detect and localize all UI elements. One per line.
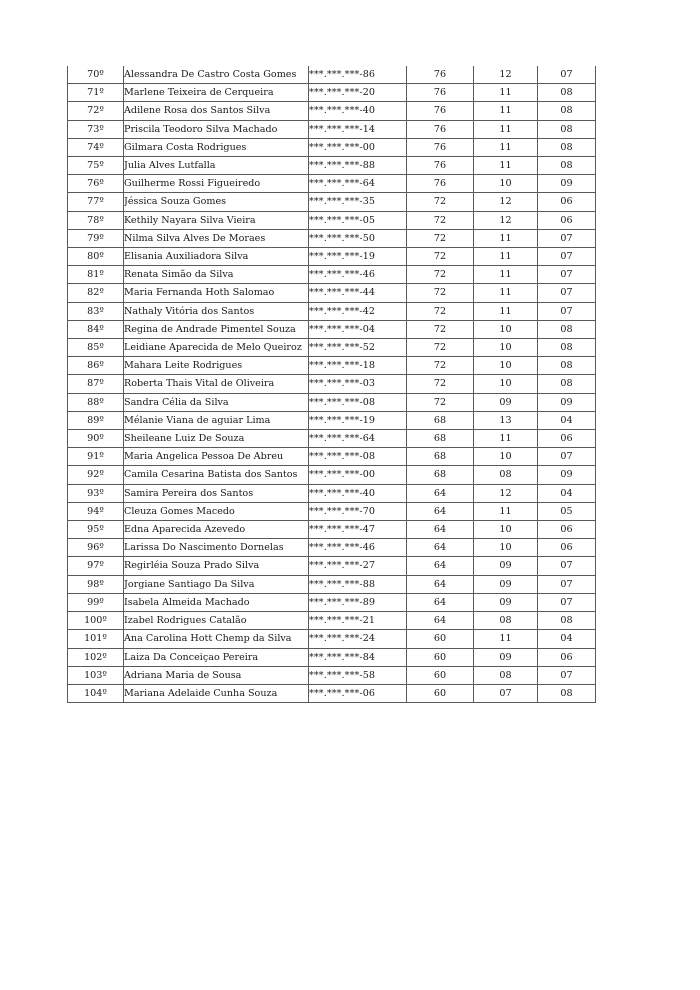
count-cell-b: 07 — [538, 284, 596, 302]
table-row — [68, 320, 596, 338]
rank-position-cell: 81º — [68, 266, 124, 284]
rank-position-cell: 100º — [68, 612, 124, 630]
count-cell-b: 07 — [538, 248, 596, 266]
score-cell: 72 — [407, 339, 474, 357]
masked-cpf-cell: ***.***.***-03 — [309, 375, 407, 393]
masked-cpf-cell: ***.***.***-35 — [309, 193, 407, 211]
score-cell: 64 — [407, 502, 474, 520]
count-cell-a: 10 — [474, 521, 538, 539]
rank-position-cell: 94º — [68, 502, 124, 520]
masked-cpf-cell: ***.***.***-47 — [309, 521, 407, 539]
score-cell: 64 — [407, 521, 474, 539]
count-cell-b: 07 — [538, 229, 596, 247]
table-row — [68, 557, 596, 575]
masked-cpf-cell: ***.***.***-27 — [309, 557, 407, 575]
table-row — [68, 211, 596, 229]
rank-position-cell: 74º — [68, 138, 124, 156]
masked-cpf-cell: ***.***.***-46 — [309, 266, 407, 284]
count-cell-b: 08 — [538, 612, 596, 630]
masked-cpf-cell: ***.***.***-70 — [309, 502, 407, 520]
count-cell-b: 07 — [538, 593, 596, 611]
masked-cpf-cell: ***.***.***-24 — [309, 630, 407, 648]
score-cell: 68 — [407, 411, 474, 429]
table-row — [68, 521, 596, 539]
rank-position-cell: 92º — [68, 466, 124, 484]
candidate-name-cell: Cleuza Gomes Macedo — [124, 502, 309, 520]
count-cell-b: 08 — [538, 120, 596, 138]
score-cell: 72 — [407, 211, 474, 229]
score-cell: 64 — [407, 539, 474, 557]
score-cell: 64 — [407, 575, 474, 593]
candidate-name-cell: Jéssica Souza Gomes — [124, 193, 309, 211]
masked-cpf-cell: ***.***.***-08 — [309, 393, 407, 411]
count-cell-b: 08 — [538, 375, 596, 393]
masked-cpf-cell: ***.***.***-64 — [309, 430, 407, 448]
table-row — [68, 484, 596, 502]
count-cell-a: 09 — [474, 557, 538, 575]
score-cell: 72 — [407, 375, 474, 393]
rank-position-cell: 89º — [68, 411, 124, 429]
rank-position-cell: 93º — [68, 484, 124, 502]
table-row — [68, 84, 596, 102]
count-cell-b: 07 — [538, 666, 596, 684]
table-row — [68, 302, 596, 320]
candidate-name-cell: Nathaly Vitória dos Santos — [124, 302, 309, 320]
count-cell-a: 11 — [474, 229, 538, 247]
count-cell-b: 07 — [538, 575, 596, 593]
score-cell: 72 — [407, 266, 474, 284]
masked-cpf-cell: ***.***.***-88 — [309, 157, 407, 175]
rank-position-cell: 70º — [68, 66, 124, 84]
count-cell-a: 08 — [474, 666, 538, 684]
rank-position-cell: 101º — [68, 630, 124, 648]
table-row — [68, 648, 596, 666]
count-cell-b: 04 — [538, 484, 596, 502]
count-cell-b: 06 — [538, 430, 596, 448]
score-cell: 60 — [407, 630, 474, 648]
table-row — [68, 248, 596, 266]
ranking-table — [67, 66, 596, 703]
rank-position-cell: 86º — [68, 357, 124, 375]
masked-cpf-cell: ***.***.***-40 — [309, 484, 407, 502]
rank-position-cell: 72º — [68, 102, 124, 120]
rank-position-cell: 71º — [68, 84, 124, 102]
rank-position-cell: 77º — [68, 193, 124, 211]
masked-cpf-cell: ***.***.***-14 — [309, 120, 407, 138]
count-cell-b: 04 — [538, 411, 596, 429]
table-row — [68, 157, 596, 175]
table-row — [68, 138, 596, 156]
candidate-name-cell: Isabela Almeida Machado — [124, 593, 309, 611]
table-row — [68, 175, 596, 193]
count-cell-b: 07 — [538, 302, 596, 320]
count-cell-a: 09 — [474, 393, 538, 411]
count-cell-a: 10 — [474, 339, 538, 357]
count-cell-b: 08 — [538, 157, 596, 175]
count-cell-b: 08 — [538, 357, 596, 375]
rank-position-cell: 103º — [68, 666, 124, 684]
count-cell-a: 13 — [474, 411, 538, 429]
candidate-name-cell: Jorgiane Santiago Da Silva — [124, 575, 309, 593]
table-row — [68, 393, 596, 411]
masked-cpf-cell: ***.***.***-84 — [309, 648, 407, 666]
count-cell-b: 05 — [538, 502, 596, 520]
table-row — [68, 448, 596, 466]
score-cell: 64 — [407, 557, 474, 575]
candidate-name-cell: Maria Angelica Pessoa De Abreu — [124, 448, 309, 466]
table-row — [68, 575, 596, 593]
count-cell-a: 12 — [474, 193, 538, 211]
rank-position-cell: 79º — [68, 229, 124, 247]
table-row — [68, 102, 596, 120]
candidate-name-cell: Guilherme Rossi Figueiredo — [124, 175, 309, 193]
rank-position-cell: 83º — [68, 302, 124, 320]
count-cell-a: 11 — [474, 120, 538, 138]
count-cell-b: 08 — [538, 102, 596, 120]
candidate-name-cell: Marlene Teixeira de Cerqueira — [124, 84, 309, 102]
masked-cpf-cell: ***.***.***-08 — [309, 448, 407, 466]
count-cell-b: 08 — [538, 84, 596, 102]
score-cell: 72 — [407, 302, 474, 320]
count-cell-a: 11 — [474, 248, 538, 266]
count-cell-a: 10 — [474, 539, 538, 557]
rank-position-cell: 95º — [68, 521, 124, 539]
masked-cpf-cell: ***.***.***-00 — [309, 466, 407, 484]
masked-cpf-cell: ***.***.***-88 — [309, 575, 407, 593]
score-cell: 60 — [407, 666, 474, 684]
masked-cpf-cell: ***.***.***-19 — [309, 248, 407, 266]
score-cell: 72 — [407, 229, 474, 247]
score-cell: 68 — [407, 448, 474, 466]
candidate-name-cell: Priscila Teodoro Silva Machado — [124, 120, 309, 138]
count-cell-b: 07 — [538, 66, 596, 84]
score-cell: 76 — [407, 120, 474, 138]
rank-position-cell: 97º — [68, 557, 124, 575]
rank-position-cell: 80º — [68, 248, 124, 266]
masked-cpf-cell: ***.***.***-86 — [309, 66, 407, 84]
rank-position-cell: 73º — [68, 120, 124, 138]
score-cell: 76 — [407, 66, 474, 84]
count-cell-a: 11 — [474, 302, 538, 320]
masked-cpf-cell: ***.***.***-46 — [309, 539, 407, 557]
count-cell-a: 11 — [474, 630, 538, 648]
ranking-table-body — [68, 66, 596, 703]
table-row — [68, 430, 596, 448]
count-cell-a: 10 — [474, 448, 538, 466]
masked-cpf-cell: ***.***.***-52 — [309, 339, 407, 357]
score-cell: 64 — [407, 484, 474, 502]
count-cell-a: 08 — [474, 612, 538, 630]
count-cell-a: 12 — [474, 484, 538, 502]
count-cell-b: 09 — [538, 466, 596, 484]
rank-position-cell: 82º — [68, 284, 124, 302]
masked-cpf-cell: ***.***.***-40 — [309, 102, 407, 120]
candidate-name-cell: Izabel Rodrigues Catalão — [124, 612, 309, 630]
candidate-name-cell: Kethily Nayara Silva Vieira — [124, 211, 309, 229]
score-cell: 64 — [407, 612, 474, 630]
masked-cpf-cell: ***.***.***-44 — [309, 284, 407, 302]
rank-position-cell: 85º — [68, 339, 124, 357]
table-row — [68, 266, 596, 284]
masked-cpf-cell: ***.***.***-04 — [309, 320, 407, 338]
candidate-name-cell: Ana Carolina Hott Chemp da Silva — [124, 630, 309, 648]
candidate-name-cell: Adriana Maria de Sousa — [124, 666, 309, 684]
count-cell-b: 07 — [538, 557, 596, 575]
score-cell: 72 — [407, 284, 474, 302]
score-cell: 68 — [407, 466, 474, 484]
rank-position-cell: 90º — [68, 430, 124, 448]
count-cell-b: 08 — [538, 138, 596, 156]
rank-position-cell: 78º — [68, 211, 124, 229]
count-cell-a: 10 — [474, 320, 538, 338]
candidate-name-cell: Renata Simão da Silva — [124, 266, 309, 284]
table-row — [68, 229, 596, 247]
masked-cpf-cell: ***.***.***-89 — [309, 593, 407, 611]
table-row — [68, 502, 596, 520]
candidate-name-cell: Nilma Silva Alves De Moraes — [124, 229, 309, 247]
candidate-name-cell: Edna Aparecida Azevedo — [124, 521, 309, 539]
candidate-name-cell: Laiza Da Conceiçao Pereira — [124, 648, 309, 666]
candidate-name-cell: Camila Cesarina Batista dos Santos — [124, 466, 309, 484]
count-cell-a: 07 — [474, 684, 538, 702]
masked-cpf-cell: ***.***.***-64 — [309, 175, 407, 193]
score-cell: 72 — [407, 193, 474, 211]
score-cell: 76 — [407, 157, 474, 175]
count-cell-a: 09 — [474, 648, 538, 666]
count-cell-a: 10 — [474, 357, 538, 375]
score-cell: 68 — [407, 430, 474, 448]
table-row — [68, 120, 596, 138]
table-row — [68, 666, 596, 684]
masked-cpf-cell: ***.***.***-00 — [309, 138, 407, 156]
masked-cpf-cell: ***.***.***-50 — [309, 229, 407, 247]
count-cell-b: 06 — [538, 211, 596, 229]
score-cell: 72 — [407, 320, 474, 338]
score-cell: 60 — [407, 648, 474, 666]
candidate-name-cell: Sandra Célia da Silva — [124, 393, 309, 411]
count-cell-a: 11 — [474, 84, 538, 102]
count-cell-a: 11 — [474, 266, 538, 284]
rank-position-cell: 96º — [68, 539, 124, 557]
count-cell-b: 07 — [538, 266, 596, 284]
candidate-name-cell: Leidiane Aparecida de Melo Queiroz — [124, 339, 309, 357]
score-cell: 76 — [407, 102, 474, 120]
table-row — [68, 357, 596, 375]
count-cell-a: 11 — [474, 138, 538, 156]
table-row — [68, 630, 596, 648]
count-cell-b: 09 — [538, 393, 596, 411]
table-row — [68, 375, 596, 393]
masked-cpf-cell: ***.***.***-05 — [309, 211, 407, 229]
rank-position-cell: 76º — [68, 175, 124, 193]
candidate-name-cell: Mariana Adelaide Cunha Souza — [124, 684, 309, 702]
table-row — [68, 193, 596, 211]
count-cell-a: 11 — [474, 502, 538, 520]
rank-position-cell: 91º — [68, 448, 124, 466]
candidate-name-cell: Gilmara Costa Rodrigues — [124, 138, 309, 156]
rank-position-cell: 98º — [68, 575, 124, 593]
masked-cpf-cell: ***.***.***-21 — [309, 612, 407, 630]
rank-position-cell: 102º — [68, 648, 124, 666]
score-cell: 72 — [407, 248, 474, 266]
candidate-name-cell: Julia Alves Lutfalla — [124, 157, 309, 175]
table-row — [68, 339, 596, 357]
candidate-name-cell: Mélanie Viana de aguiar Lima — [124, 411, 309, 429]
count-cell-b: 06 — [538, 193, 596, 211]
count-cell-a: 11 — [474, 157, 538, 175]
table-row — [68, 66, 596, 84]
masked-cpf-cell: ***.***.***-18 — [309, 357, 407, 375]
rank-position-cell: 84º — [68, 320, 124, 338]
table-row — [68, 612, 596, 630]
candidate-name-cell: Elisania Auxiliadora Silva — [124, 248, 309, 266]
count-cell-a: 12 — [474, 211, 538, 229]
score-cell: 76 — [407, 175, 474, 193]
candidate-name-cell: Roberta Thais Vital de Oliveira — [124, 375, 309, 393]
table-row — [68, 539, 596, 557]
masked-cpf-cell: ***.***.***-06 — [309, 684, 407, 702]
count-cell-a: 10 — [474, 175, 538, 193]
candidate-name-cell: Sheileane Luiz De Souza — [124, 430, 309, 448]
count-cell-a: 10 — [474, 375, 538, 393]
score-cell: 64 — [407, 593, 474, 611]
count-cell-a: 11 — [474, 430, 538, 448]
count-cell-a: 11 — [474, 102, 538, 120]
count-cell-b: 08 — [538, 320, 596, 338]
table-row — [68, 684, 596, 702]
score-cell: 72 — [407, 393, 474, 411]
candidate-name-cell: Samira Pereira dos Santos — [124, 484, 309, 502]
rank-position-cell: 104º — [68, 684, 124, 702]
rank-position-cell: 99º — [68, 593, 124, 611]
count-cell-a: 11 — [474, 284, 538, 302]
candidate-name-cell: Maria Fernanda Hoth Salomao — [124, 284, 309, 302]
count-cell-a: 09 — [474, 575, 538, 593]
count-cell-b: 06 — [538, 539, 596, 557]
candidate-name-cell: Mahara Leite Rodrigues — [124, 357, 309, 375]
rank-position-cell: 75º — [68, 157, 124, 175]
score-cell: 76 — [407, 138, 474, 156]
masked-cpf-cell: ***.***.***-20 — [309, 84, 407, 102]
score-cell: 72 — [407, 357, 474, 375]
count-cell-b: 08 — [538, 684, 596, 702]
candidate-name-cell: Alessandra De Castro Costa Gomes — [124, 66, 309, 84]
table-row — [68, 466, 596, 484]
count-cell-a: 12 — [474, 66, 538, 84]
count-cell-b: 07 — [538, 448, 596, 466]
candidate-name-cell: Regina de Andrade Pimentel Souza — [124, 320, 309, 338]
count-cell-b: 06 — [538, 648, 596, 666]
count-cell-a: 09 — [474, 593, 538, 611]
candidate-name-cell: Regirléia Souza Prado Silva — [124, 557, 309, 575]
candidate-name-cell: Adilene Rosa dos Santos Silva — [124, 102, 309, 120]
count-cell-a: 08 — [474, 466, 538, 484]
count-cell-b: 06 — [538, 521, 596, 539]
table-row — [68, 411, 596, 429]
table-row — [68, 593, 596, 611]
score-cell: 76 — [407, 84, 474, 102]
rank-position-cell: 87º — [68, 375, 124, 393]
rank-position-cell: 88º — [68, 393, 124, 411]
candidate-name-cell: Larissa Do Nascimento Dornelas — [124, 539, 309, 557]
count-cell-b: 09 — [538, 175, 596, 193]
table-row — [68, 284, 596, 302]
count-cell-b: 08 — [538, 339, 596, 357]
masked-cpf-cell: ***.***.***-19 — [309, 411, 407, 429]
masked-cpf-cell: ***.***.***-58 — [309, 666, 407, 684]
count-cell-b: 04 — [538, 630, 596, 648]
score-cell: 60 — [407, 684, 474, 702]
masked-cpf-cell: ***.***.***-42 — [309, 302, 407, 320]
